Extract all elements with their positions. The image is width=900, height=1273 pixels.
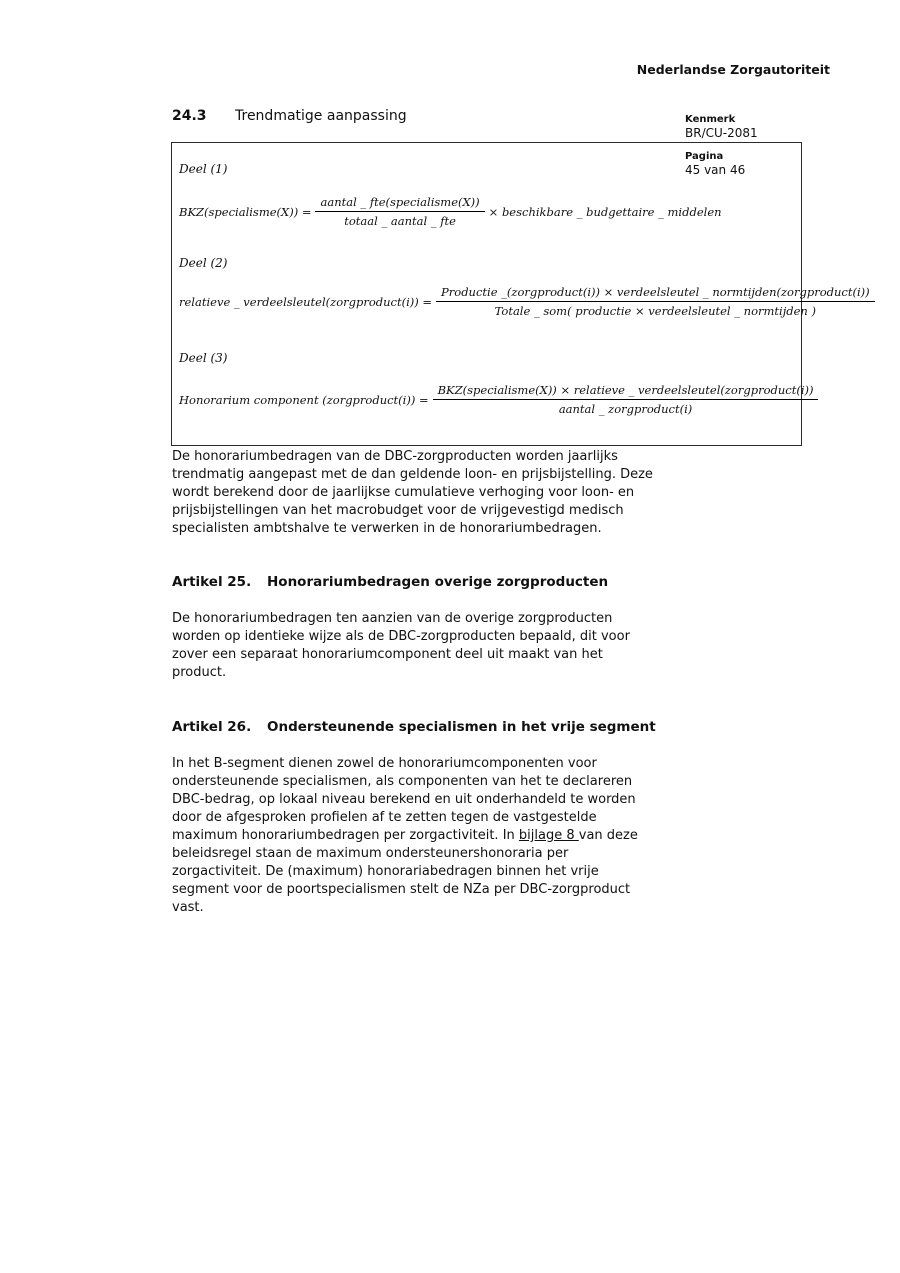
formula-1-denominator: totaal _ aantal _ fte <box>344 214 456 228</box>
formula-1-lhs: BKZ(specialisme(X)) = <box>179 204 312 219</box>
formula-part-3-label: Deel (3) <box>179 351 228 365</box>
article-25-title: Honorariumbedragen overige zorgproducten <box>267 574 609 590</box>
formula-2-numerator: Productie _(zorgproduct(i)) × verdeelsleutel _ normtijden(zorgproduct(i)) <box>436 285 875 302</box>
formula-part-2 <box>179 285 879 318</box>
formula-3-denominator: aantal _ zorgproduct(i) <box>558 402 693 416</box>
article-25-number: Artikel 25. <box>172 574 252 590</box>
formula-3-lhs: Honorarium component (zorgproduct(i)) = <box>179 392 429 407</box>
article-26-number: Artikel 26. <box>172 719 252 735</box>
formula-box <box>171 142 870 446</box>
paragraph-trendmatige-aanpassing: De honorariumbedragen van de DBC-zorgproducten worden jaarlijks trendmatig aangepast met de dan geldende loon- en prijsbijstelling. Deze wordt berekend door de jaarlijkse cumulatieve verhoging voor loon- en prijsbijstellingen van het macrobudget voor de vrijgevestigd medisch specialisten ambtshalve te verwerken in de honorariumbedragen. <box>172 449 653 536</box>
paragraph-article-26 <box>172 755 654 917</box>
formula-3-numerator: BKZ(specialisme(X)) × relatieve _ verdeelsleutel(zorgproduct(i)) <box>433 383 819 400</box>
paragraph-article-25: De honorariumbedragen ten aanzien van de overige zorgproducten worden op identieke wijze als de DBC-zorgproducten bepaald, dit voor zover een separaat honorariumcomponent deel uit maakt van het product. <box>172 611 630 680</box>
section-title: Trendmatige aanpassing <box>235 108 407 124</box>
kenmerk-block <box>685 113 758 141</box>
section-number: 24.3 <box>172 108 207 124</box>
brand-title: Nederlandse Zorgautoriteit <box>636 62 830 77</box>
formula-2-denominator: Totale _ som( productie × verdeelsleutel _ normtijden ) <box>494 304 816 318</box>
article-26-text-after-link: van deze beleidsregel staan de maximum ondersteunershonoraria per zorgactiviteit. De (maximum) honorariabedragen binnen het vrije segment voor de poortspecialismen stelt de NZa per DBC-zorgproduct vast. <box>172 828 638 915</box>
formula-part-2-label: Deel (2) <box>179 256 228 270</box>
article-26-heading <box>172 719 656 735</box>
formula-part-1-label: Deel (1) <box>179 162 228 176</box>
formula-1-suffix: × beschikbare _ budgettaire _ middelen <box>488 204 722 219</box>
article-26-title: Ondersteunende specialismen in het vrije segment <box>267 719 656 735</box>
pagina-value: 45 van 46 <box>685 163 746 177</box>
bijlage-8-link[interactable]: bijlage 8 <box>518 828 579 843</box>
kenmerk-value: BR/CU-2081 <box>685 126 758 140</box>
pagina-label: Pagina <box>685 151 724 162</box>
section-heading <box>172 108 407 124</box>
formula-2-lhs: relatieve _ verdeelsleutel(zorgproduct(i)) = <box>179 294 433 309</box>
formula-2-fraction <box>436 285 875 318</box>
formula-3-fraction <box>433 383 819 416</box>
pagina-block <box>685 150 745 178</box>
formula-1-fraction <box>315 195 484 228</box>
formula-part-3 <box>179 383 822 416</box>
kenmerk-label: Kenmerk <box>685 114 736 125</box>
article-25-heading <box>172 574 608 590</box>
formula-1-numerator: aantal _ fte(specialisme(X)) <box>315 195 484 212</box>
article-26-text-before-link: In het B-segment dienen zowel de honorariumcomponenten voor ondersteunende specialismen, als componenten van het te declareren DBC-bedrag, op lokaal niveau berekend en uit onderhandeld te worden door de afgesproken profielen af te zetten tegen de vastgestelde maximum honorariumbedragen per zorgactiviteit. In <box>172 756 636 843</box>
formula-part-1 <box>179 195 722 228</box>
